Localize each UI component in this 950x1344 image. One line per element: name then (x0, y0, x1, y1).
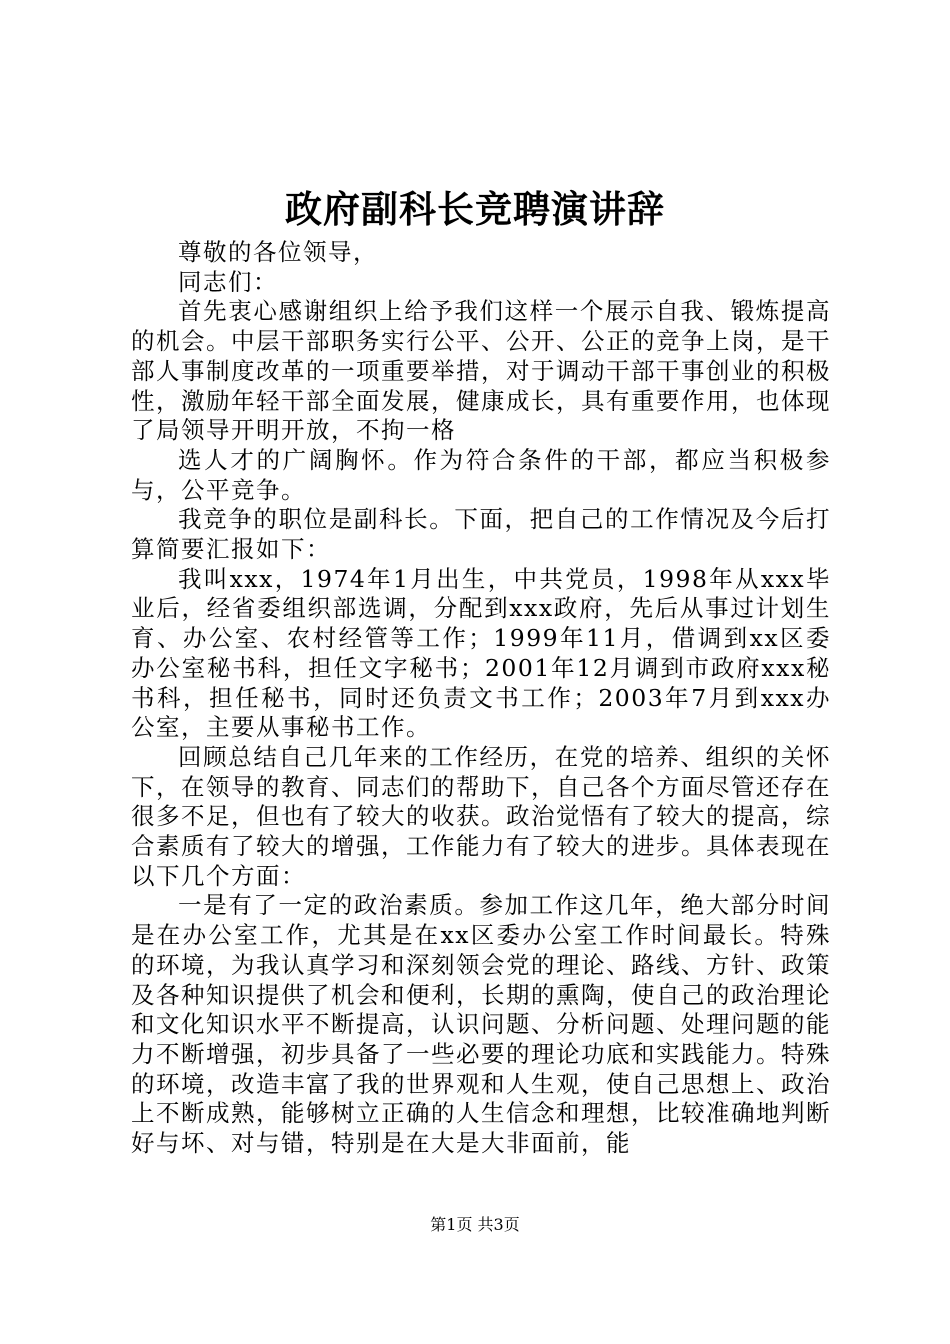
paragraph-resume: 我叫xxx，1974年1月出生，中共党员，1998年从xxx毕业后，经省委组织部选调，分配到xxx政府，先后从事过计划生育、办公室、农村经管等工作；1999年11月，借调到xx区委办公室秘书科，担任文字秘书；2001年12月调到市政府xxx秘书科，担任秘书，同时还负责文书工作；2003年7月到xxx办公室，主要从事秘书工作。 (131, 564, 831, 742)
page-number: 第1页 共3页 (430, 1215, 520, 1234)
paragraph-competition: 选人才的广阔胸怀。作为符合条件的干部，都应当积极参与，公平竞争。 (131, 445, 831, 504)
paragraph-review: 回顾总结自己几年来的工作经历，在党的培养、组织的关怀下，在领导的教育、同志们的帮助下，自己各个方面尽管还存在很多不足，但也有了较大的收获。政治觉悟有了较大的提高，综合素质有了较大的增强，工作能力有了较大的进步。具体表现在以下几个方面： (131, 742, 831, 890)
document-body (131, 238, 831, 1159)
paragraph-position: 我竞争的职位是副科长。下面，把自己的工作情况及今后打算简要汇报如下： (131, 505, 831, 564)
document-title: 政府副科长竞聘演讲辞 (285, 188, 665, 231)
salutation-leaders: 尊敬的各位领导， (178, 238, 378, 266)
paragraph-political-quality: 一是有了一定的政治素质。参加工作这几年，绝大部分时间是在办公室工作，尤其是在xx区委办公室工作时间最长。特殊的环境，为我认真学习和深刻领会党的理论、路线、方针、政策及各种知识提供了机会和便利，长期的熏陶，使自己的政治理论和文化知识水平不断提高，认识问题、分析问题、处理问题的能力不断增强，初步具备了一些必要的理论功底和实践能力。特殊的环境，改造丰富了我的世界观和人生观，使自己思想上、政治上不断成熟，能够树立正确的人生信念和理想，比较准确地判断好与坏、对与错，特别是在大是大非面前，能 (131, 891, 831, 1158)
salutation-comrades: 同志们： (178, 267, 278, 296)
paragraph-thanks: 首先衷心感谢组织上给予我们这样一个展示自我、锻炼提高的机会。中层干部职务实行公平、公开、公正的竞争上岗，是干部人事制度改革的一项重要举措，对于调动干部干事创业的积极性，激励年轻干部全面发展，健康成长，具有重要作用，也体现了局领导开明开放，不拘一格 (131, 297, 831, 445)
